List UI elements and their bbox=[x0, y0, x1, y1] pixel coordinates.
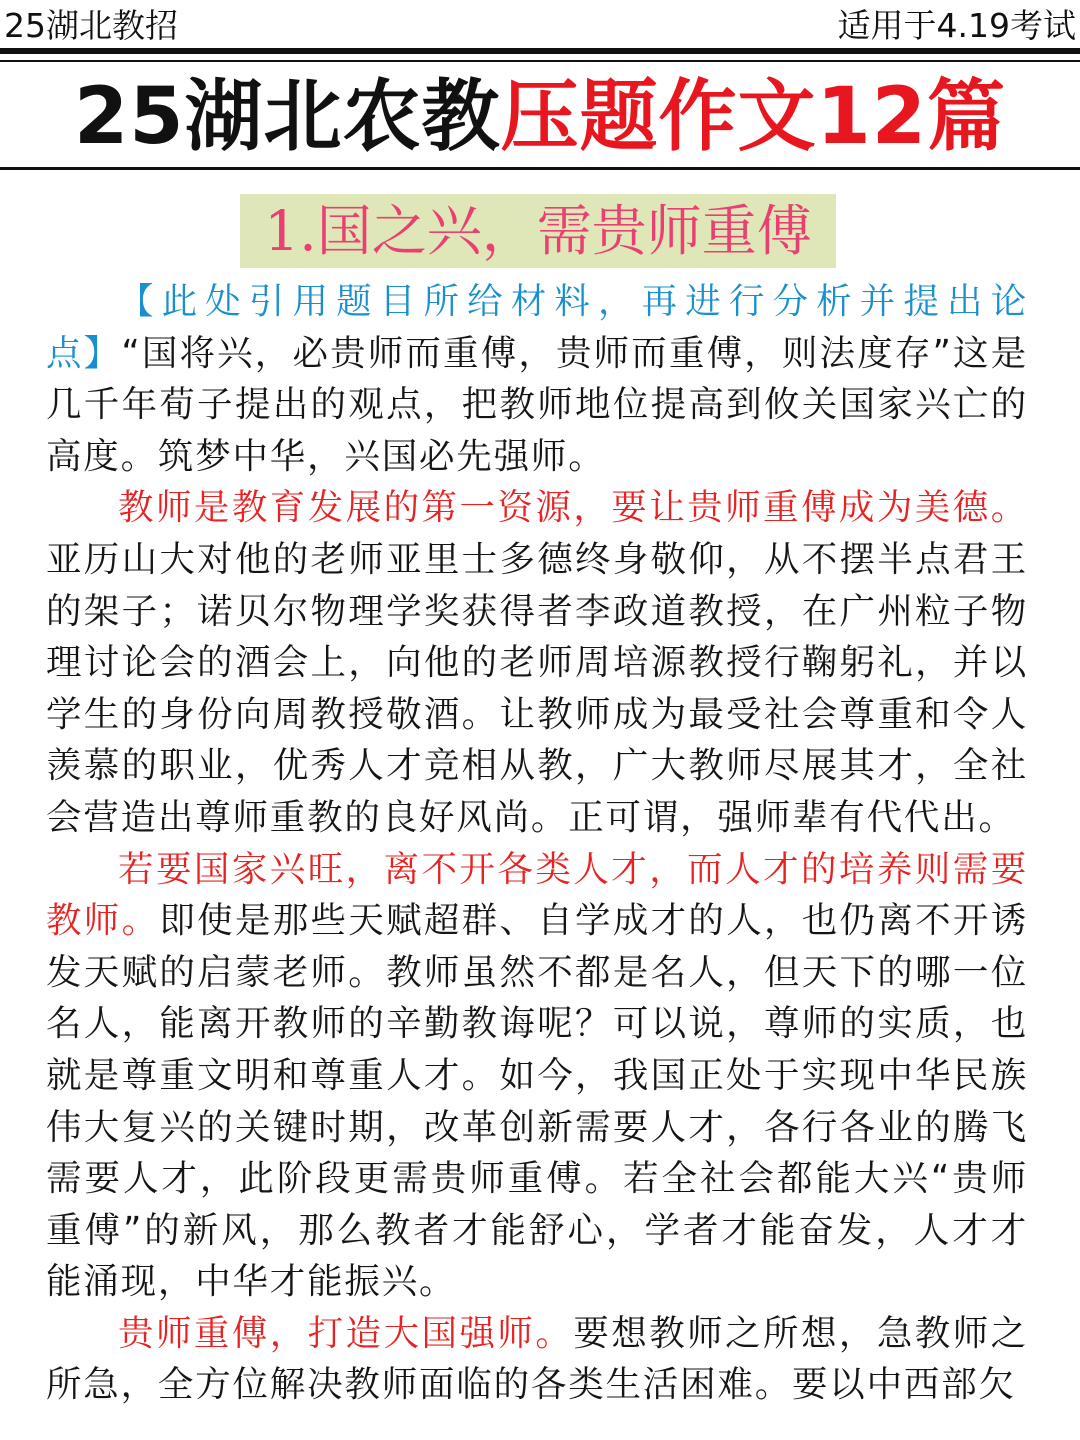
paragraph-intro-highlight: 【此处引用题目所给材料，再进行分析并提出论点】 bbox=[46, 281, 1028, 374]
page-title-black: 25湖北农教 bbox=[73, 72, 501, 162]
paragraph-point-3-highlight: 贵师重傅，打造大国强师。 bbox=[118, 1312, 574, 1354]
page-title bbox=[0, 68, 1080, 166]
page-title-red: 压题作文12篇 bbox=[500, 72, 1007, 162]
header-divider-thick bbox=[0, 48, 1080, 54]
paragraph-intro-text: “国将兴，必贵师而重傅，贵师而重傅，则法度存”这是几千年荀子提出的观点，把教师地位提高到攸关国家兴亡的高度。筑梦中华，兴国必先强师。 bbox=[46, 332, 1028, 477]
paragraph-point-1 bbox=[46, 482, 1028, 843]
header-left-label: 25湖北教招 bbox=[4, 6, 178, 45]
paragraph-point-3-text: 要想教师之所想，急教师之所急，全方位解决教师面临的各类生活困难。要以中西部欠 bbox=[46, 1312, 1028, 1406]
section-heading: 1.国之兴，需贵师重傅 bbox=[240, 194, 836, 268]
paragraph-point-2 bbox=[46, 844, 1028, 1308]
essay-body bbox=[46, 276, 1028, 1411]
paragraph-point-3 bbox=[46, 1308, 1028, 1411]
paragraph-intro bbox=[46, 276, 1028, 482]
header-right-label: 适用于4.19考试 bbox=[837, 6, 1076, 45]
paragraph-point-1-text: 亚历山大对他的老师亚里士多德终身敬仰，从不摆半点君王的架子；诺贝尔物理学奖获得者李政道教授，在广州粒子物理讨论会的酒会上，向他的老师周培源教授行鞠躬礼，并以学生的身份向周教授敬酒。让教师成为最受社会尊重和令人羡慕的职业，优秀人才竞相从教，广大教师尽展其才，全社会营造出尊师重教的良好风尚。正可谓，强师辈有代代出。 bbox=[46, 538, 1028, 838]
paragraph-point-2-highlight: 若要国家兴旺，离不开各类人才，而人才的培养则需要教师。 bbox=[46, 848, 1028, 942]
header-divider-thin bbox=[0, 60, 1080, 62]
title-divider bbox=[0, 167, 1080, 170]
top-bar bbox=[0, 0, 1080, 52]
paragraph-point-1-highlight: 教师是教育发展的第一资源，要让贵师重傅成为美德。 bbox=[118, 487, 1028, 529]
paragraph-point-2-text: 即使是那些天赋超群、自学成才的人，也仍离不开诱发天赋的启蒙老师。教师虽然不都是名人，但天下的哪一位名人，能离开教师的辛勤教诲呢？可以说，尊师的实质，也就是尊重文明和尊重人才。如今，我国正处于实现中华民族伟大复兴的关键时期，改革创新需要人才，各行各业的腾飞需要人才，此阶段更需贵师重傅。若全社会都能大兴“贵师重傅”的新风，那么教者才能舒心，学者才能奋发，人才才能涌现，中华才能振兴。 bbox=[46, 900, 1029, 1303]
